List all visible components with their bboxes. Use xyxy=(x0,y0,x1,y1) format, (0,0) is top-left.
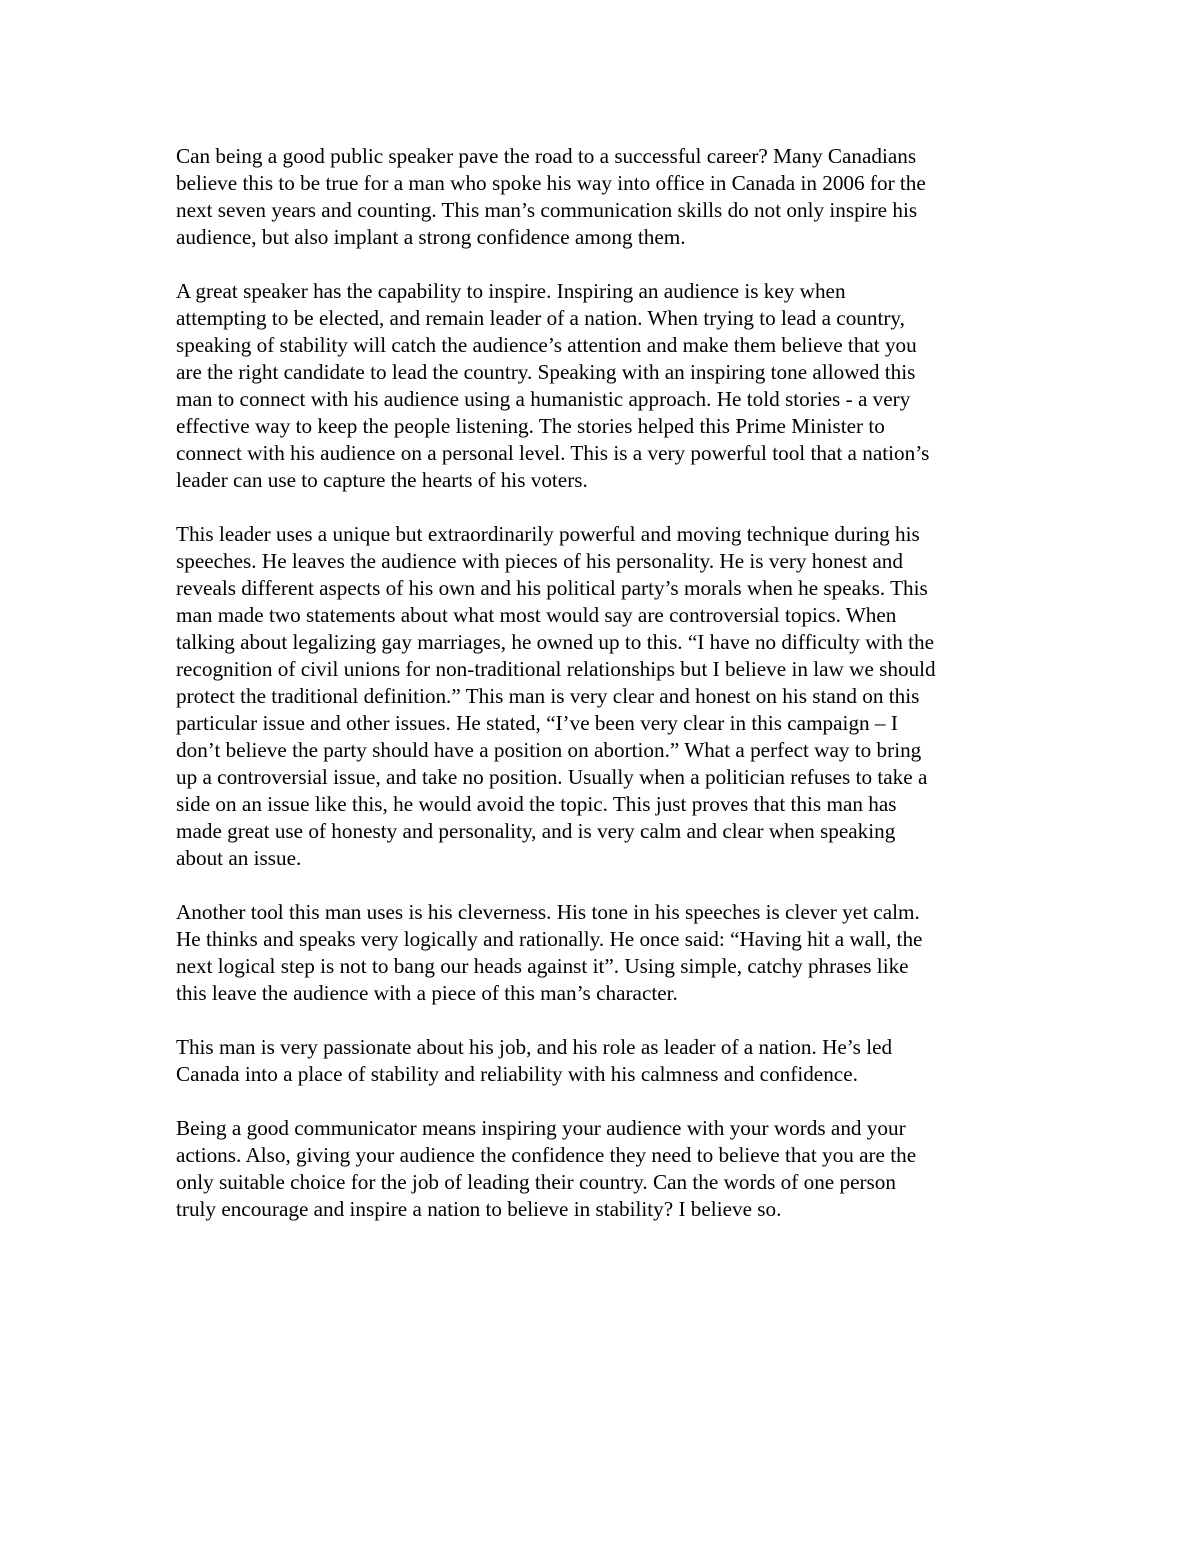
paragraph-line: connect with his audience on a personal level. This is a very powerful tool that a nation’s xyxy=(176,441,930,465)
paragraph-line: speeches. He leaves the audience with pieces of his personality. He is very honest and xyxy=(176,549,903,573)
paragraph-line: Canada into a place of stability and reliability with his calmness and confidence. xyxy=(176,1062,858,1086)
paragraph-line: attempting to be elected, and remain leader of a nation. When trying to lead a country, xyxy=(176,306,905,330)
paragraph-3 xyxy=(176,521,1036,872)
paragraph-line: next seven years and counting. This man’s communication skills do not only inspire his xyxy=(176,198,918,222)
paragraph-line: A great speaker has the capability to inspire. Inspiring an audience is key when xyxy=(176,279,846,303)
paragraph-line: This man is very passionate about his job, and his role as leader of a nation. He’s led xyxy=(176,1035,893,1059)
paragraph-line: Being a good communicator means inspiring your audience with your words and your xyxy=(176,1116,906,1140)
paragraph-line: leader can use to capture the hearts of his voters. xyxy=(176,468,588,492)
paragraph-line: effective way to keep the people listening. The stories helped this Prime Minister to xyxy=(176,414,885,438)
paragraph-line: Can being a good public speaker pave the road to a successful career? Many Canadians xyxy=(176,144,917,168)
paragraph-line: reveals different aspects of his own and his political party’s morals when he speaks. This xyxy=(176,576,928,600)
paragraph-4 xyxy=(176,899,1036,1007)
paragraph-line: talking about legalizing gay marriages, he owned up to this. “I have no difficulty with the xyxy=(176,630,935,654)
paragraph-line: side on an issue like this, he would avoid the topic. This just proves that this man has xyxy=(176,792,897,816)
paragraph-line: man made two statements about what most would say are controversial topics. When xyxy=(176,603,897,627)
paragraph-line: this leave the audience with a piece of this man’s character. xyxy=(176,981,678,1005)
paragraph-line: audience, but also implant a strong confidence among them. xyxy=(176,225,686,249)
paragraph-line: He thinks and speaks very logically and rationally. He once said: “Having hit a wall, the xyxy=(176,927,923,951)
paragraph-line: actions. Also, giving your audience the confidence they need to believe that you are the xyxy=(176,1143,917,1167)
paragraph-2 xyxy=(176,278,1036,494)
document-body xyxy=(176,143,1036,1250)
paragraph-line: up a controversial issue, and take no position. Usually when a politician refuses to take a xyxy=(176,765,928,789)
paragraph-line: man to connect with his audience using a humanistic approach. He told stories - a very xyxy=(176,387,911,411)
paragraph-line: protect the traditional definition.” This man is very clear and honest on his stand on this xyxy=(176,684,920,708)
paragraph-line: only suitable choice for the job of leading their country. Can the words of one person xyxy=(176,1170,896,1194)
paragraph-1 xyxy=(176,143,1036,251)
paragraph-line: Another tool this man uses is his cleverness. His tone in his speeches is clever yet calm. xyxy=(176,900,920,924)
paragraph-line: made great use of honesty and personality, and is very calm and clear when speaking xyxy=(176,819,896,843)
paragraph-line: about an issue. xyxy=(176,846,302,870)
paragraph-line: believe this to be true for a man who spoke his way into office in Canada in 2006 for the xyxy=(176,171,926,195)
paragraph-line: particular issue and other issues. He stated, “I’ve been very clear in this campaign – I xyxy=(176,711,898,735)
paragraph-line: recognition of civil unions for non-traditional relationships but I believe in law we should xyxy=(176,657,936,681)
paragraph-line: are the right candidate to lead the country. Speaking with an inspiring tone allowed this xyxy=(176,360,916,384)
paragraph-5 xyxy=(176,1034,1036,1088)
paragraph-line: This leader uses a unique but extraordinarily powerful and moving technique during his xyxy=(176,522,920,546)
paragraph-line: truly encourage and inspire a nation to believe in stability? I believe so. xyxy=(176,1197,782,1221)
paragraph-6 xyxy=(176,1115,1036,1223)
paragraph-line: next logical step is not to bang our heads against it”. Using simple, catchy phrases like xyxy=(176,954,909,978)
paragraph-line: don’t believe the party should have a position on abortion.” What a perfect way to bring xyxy=(176,738,922,762)
paragraph-line: speaking of stability will catch the audience’s attention and make them believe that you xyxy=(176,333,917,357)
